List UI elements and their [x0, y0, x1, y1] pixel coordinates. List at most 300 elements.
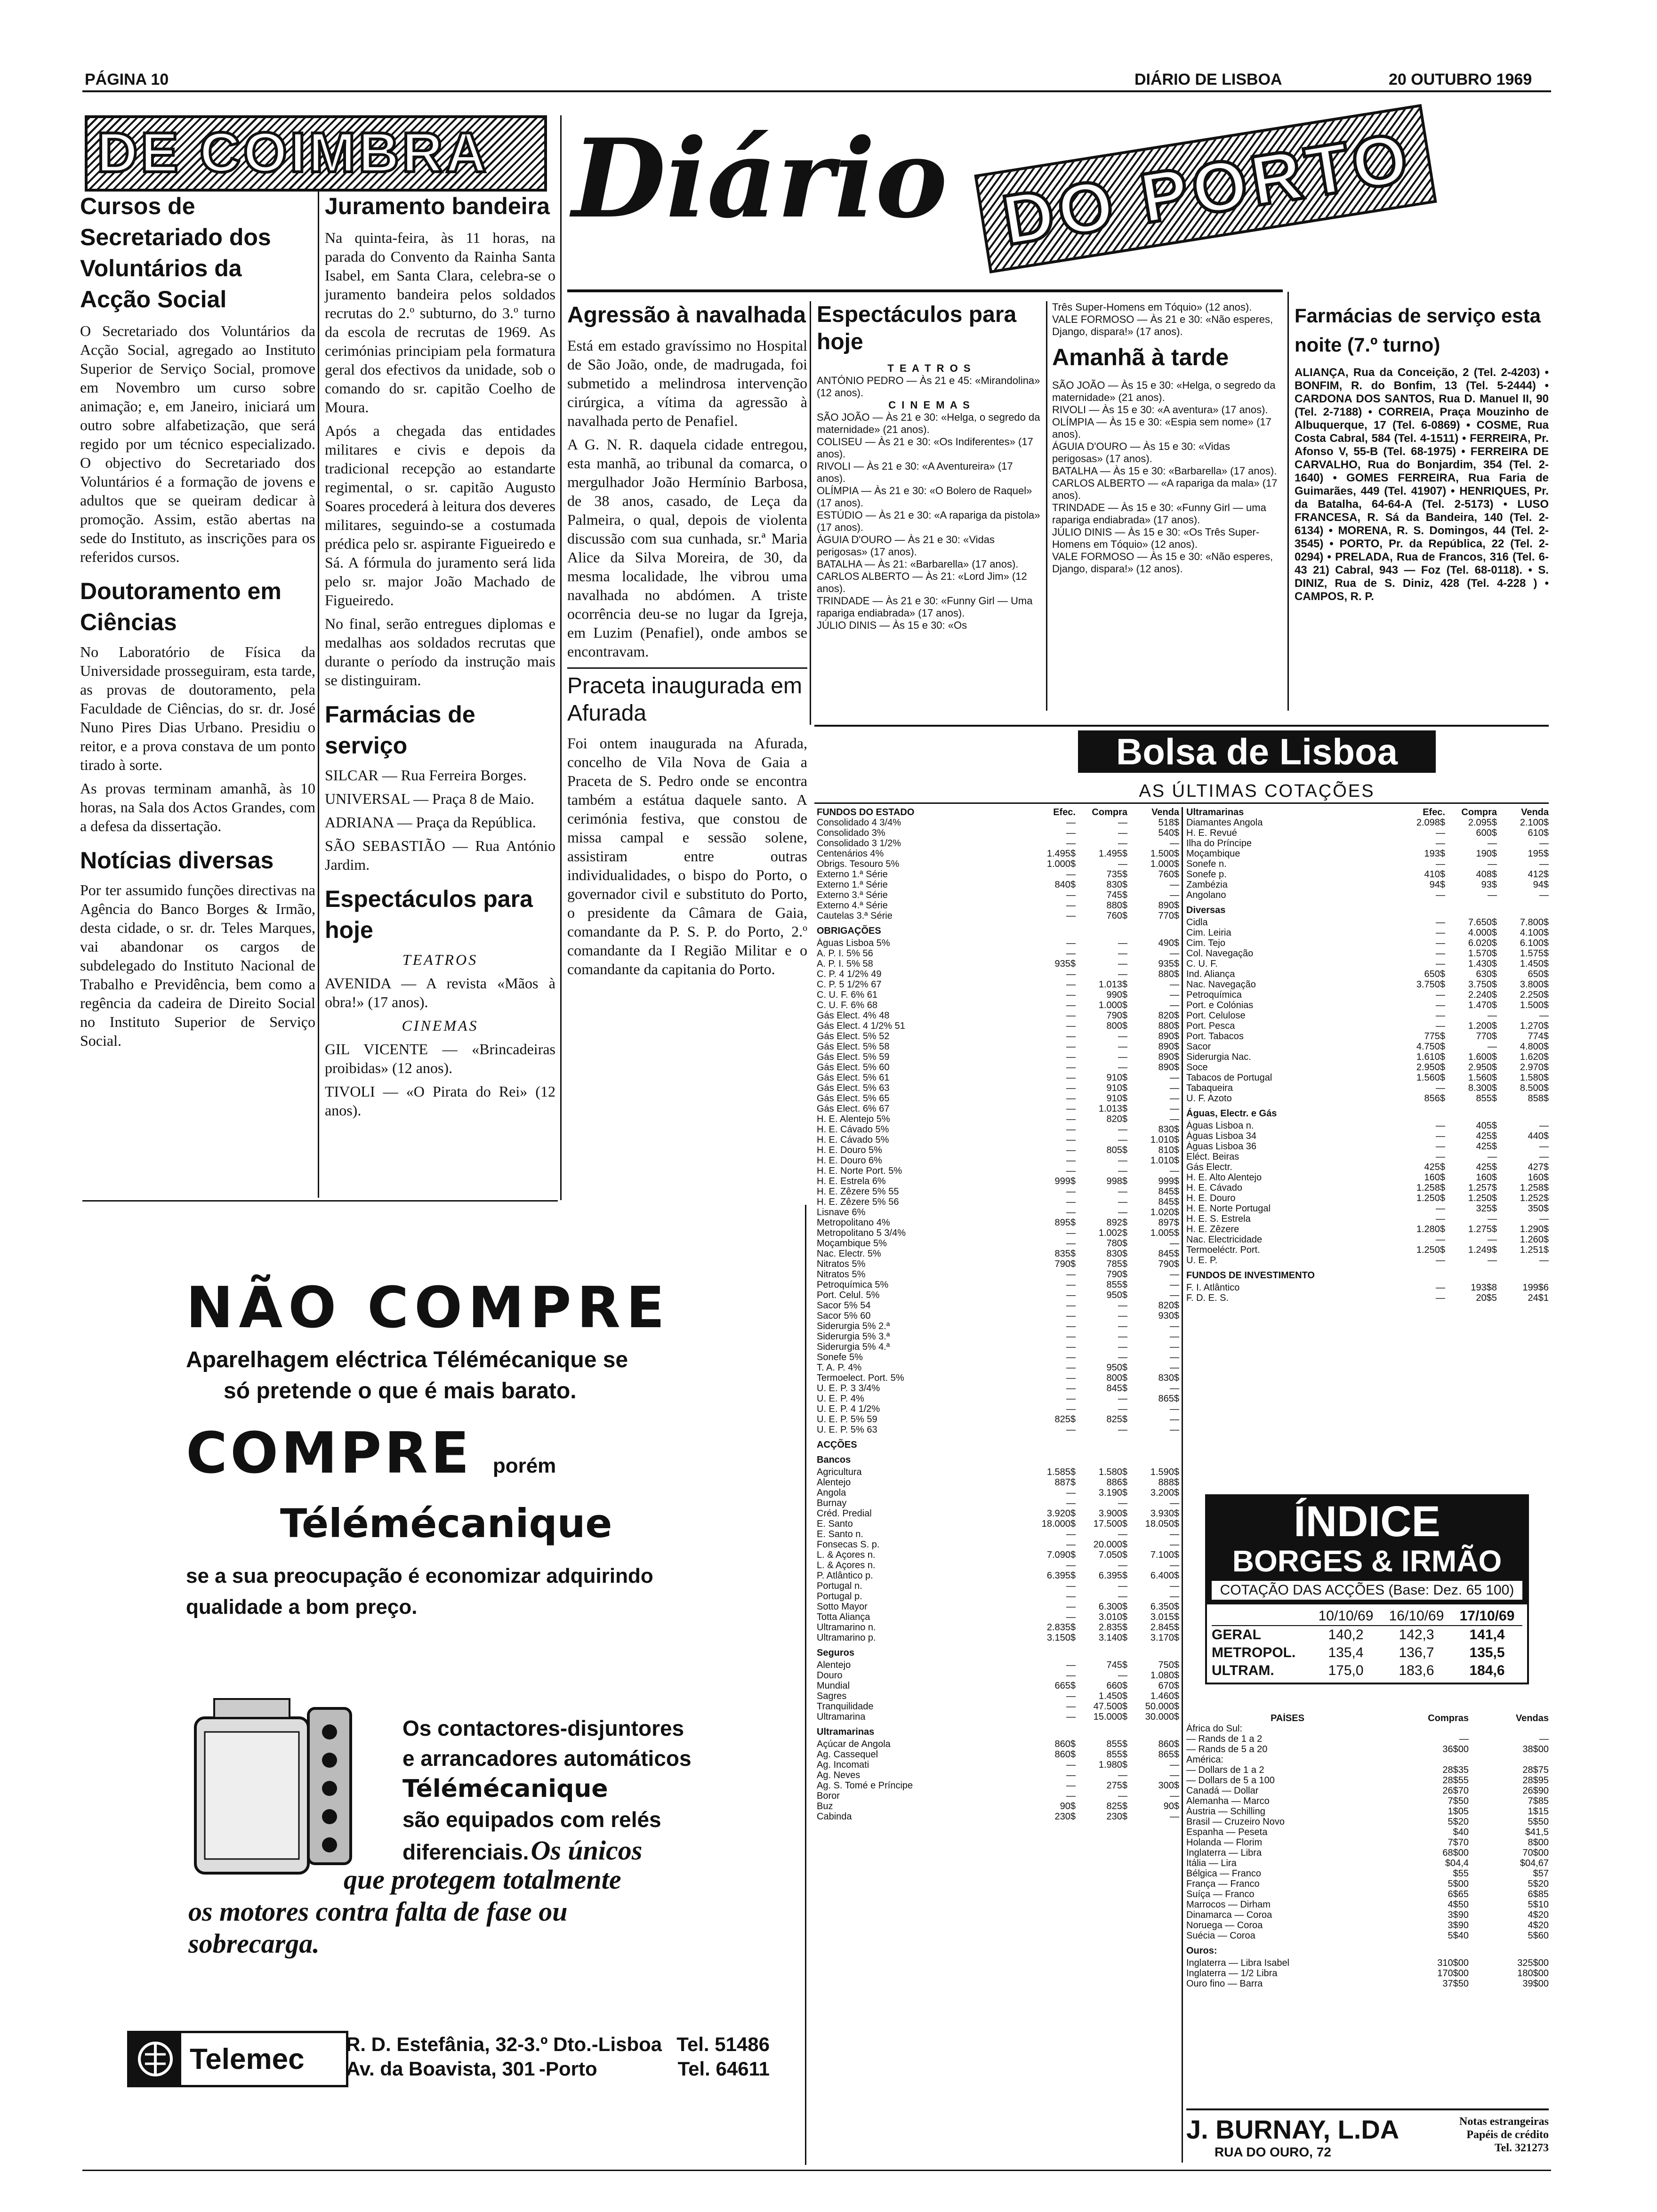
- quote-value: —: [1118, 838, 1127, 849]
- article-title-farmacias: Farmácias de serviço: [325, 701, 475, 759]
- indice-value: 140,2: [1328, 1627, 1364, 1643]
- coimbra-column-1: [80, 191, 315, 1055]
- rate-value: 5$00: [1448, 1879, 1469, 1889]
- security-name: C. P. 4 1/2% 49: [817, 969, 882, 979]
- table-row: [817, 1498, 1179, 1508]
- quote-value: 275$: [1106, 1780, 1127, 1791]
- cambios-table: [1186, 1713, 1549, 1989]
- security-name: U. F. Azoto: [1186, 1093, 1232, 1104]
- quote-value: 845$: [1106, 1383, 1127, 1394]
- table-row: [1186, 1172, 1549, 1183]
- security-name: U. E. P.: [1186, 1255, 1218, 1266]
- quote-value: —: [1170, 1425, 1179, 1435]
- quote-value: 880$: [1158, 1021, 1179, 1031]
- quote-value: —: [1488, 838, 1497, 849]
- currency-name: Áustria — Schilling: [1186, 1806, 1265, 1817]
- quote-value: —: [1539, 1141, 1549, 1152]
- quote-value: 160$: [1476, 1172, 1497, 1183]
- burnay-ad: [1186, 2108, 1549, 2160]
- label-teatros: TEATROS: [402, 951, 478, 968]
- farmacias-list: ALIANÇA, Rua da Conceição, 2 (Tel. 2-4203) • BONFIM, R. do Bonfim, 13 (Tel. 5-2444) • CARDONA DOS SANTOS, Rua D. Manuel II, 90 (Tel. 2-7188) • CORREIA, Praça Mouzinho de Albuquerque, 17 (Tel. 6-0869) • COSME, Rua Costa Cabral, 584 (Tel. 4-1511) • FERREIRA, Pr. Afonso V, 55-B (Tel. 68-1975) • FERREIRA DE CARVALHO, Rua do Bonjardim, 354 (Tel. 2-1640) • GOMES FERREIRA, Rua Faria de Guimarães, 449 (Tel. 41907) • HENRIQUES, Pr. da Batalha, 64-64-A (Tel. 2-5173) • LUSO FRANCESA, R. Sá da Bandeira, 140 (Tel. 2-6134) • MORENA, R. S. Domingos, 44 (Tel. 2-3545) • PORTO, Pr. da República, 22 (Tel. 2-0294) • PRELADA, Rua de Francos, 316 (Tel. 6-43 21) Cabral, 943 — Foz (Tel. 68-0118). • S. DINIZ, Rua de S. Diniz, 428 (Tel. 4-228 ) • CAMPOS, R. P.: [1295, 366, 1549, 603]
- tel-lisboa: Tel. 51486: [676, 2033, 770, 2055]
- indice-band: COTAÇÃO DAS ACÇÕES (Base: Dez. 65 100): [1212, 1581, 1522, 1600]
- quote-value: —: [1118, 1031, 1127, 1042]
- currency-name: Alemanha — Marco: [1186, 1796, 1270, 1806]
- quote-value: —: [1436, 1234, 1445, 1245]
- issue-date: 20 OUTUBRO 1969: [1389, 71, 1532, 88]
- rate-value: 1$15: [1528, 1806, 1549, 1817]
- quote-value: 2.835$: [1098, 1622, 1127, 1633]
- security-name: Siderurgia 5% 3.ª: [817, 1331, 890, 1342]
- table-row: [817, 969, 1179, 979]
- quote-value: —: [1066, 911, 1076, 921]
- cinema-item: TIVOLI — «O Pirata do Rei» (12 anos).: [325, 1083, 555, 1119]
- rate-value: 7$50: [1448, 1796, 1469, 1806]
- quote-value: —: [1118, 1197, 1127, 1207]
- security-name: Siderurgia 5% 2.ª: [817, 1321, 890, 1331]
- quote-value: —: [1066, 1228, 1076, 1238]
- security-name: Externo 1.ª Série: [817, 869, 888, 880]
- quote-value: —: [1436, 1083, 1445, 1093]
- table-row: [1186, 880, 1549, 890]
- security-name: H. E. Cávado 5%: [817, 1124, 889, 1135]
- teatro-item: ANTÓNIO PEDRO — Às 21 e 45: «Mirandolina» (12 anos).: [817, 375, 1040, 399]
- bolsa-table-right: [1186, 807, 1549, 1303]
- quote-value: —: [1118, 817, 1127, 828]
- table-row: [817, 1701, 1179, 1712]
- quote-value: 950$: [1106, 1362, 1127, 1373]
- quote-value: —: [1539, 1010, 1549, 1021]
- article-title-amanha: Amanhã à tarde: [1052, 344, 1229, 370]
- security-name: Port. Pesca: [1186, 1021, 1235, 1031]
- col-head: Efec.: [1053, 807, 1076, 817]
- quote-value: 4.000$: [1468, 928, 1497, 938]
- security-name: Soce: [1186, 1062, 1208, 1073]
- security-name: Gás Elect. 5% 63: [817, 1083, 890, 1093]
- security-name: Ilha do Príncipe: [1186, 838, 1252, 849]
- rate-value: 6$85: [1528, 1889, 1549, 1899]
- quote-value: —: [1066, 1373, 1076, 1383]
- quote-value: —: [1436, 890, 1445, 900]
- col-head: Ultramarinas: [1186, 807, 1244, 817]
- quote-value: 1.020$: [1150, 1207, 1179, 1218]
- quote-value: 1.980$: [1098, 1760, 1127, 1770]
- coimbra-section-banner: [85, 115, 547, 192]
- table-row: [1186, 1786, 1549, 1796]
- ad-line: os motores contra falta de fase ou: [188, 1896, 568, 1927]
- quote-value: —: [1170, 1269, 1179, 1280]
- quote-value: —: [1066, 1155, 1076, 1166]
- masthead-rule: [567, 289, 1283, 292]
- rate-value: $04,67: [1520, 1858, 1549, 1868]
- security-name: Sonefe 5%: [817, 1352, 863, 1362]
- quote-value: 790$: [1106, 1010, 1127, 1021]
- quote-value: 998$: [1106, 1176, 1127, 1186]
- indice-row-label: GERAL: [1212, 1627, 1261, 1643]
- quote-value: —: [1118, 859, 1127, 869]
- table-row: [817, 1280, 1179, 1290]
- table-row: [1186, 1031, 1549, 1042]
- quote-value: —: [1488, 1042, 1497, 1052]
- cinema-item: RIVOLI — Às 15 e 30: «A aventura» (17 anos).: [1052, 404, 1268, 416]
- security-name: Alentejo: [817, 1660, 851, 1670]
- security-name: Boror: [817, 1791, 840, 1801]
- rate-value: 5$20: [1448, 1817, 1469, 1827]
- table-row: [1186, 938, 1549, 948]
- quote-value: 790$: [1106, 1269, 1127, 1280]
- quote-value: —: [1066, 1321, 1076, 1331]
- security-name: Nitratos 5%: [817, 1259, 866, 1269]
- quote-value: 410$: [1424, 869, 1445, 880]
- quote-value: 780$: [1106, 1238, 1127, 1249]
- security-name: Agricultura: [817, 1467, 862, 1477]
- table-row: [817, 959, 1179, 969]
- security-name: Gás Elect. 5% 52: [817, 1031, 890, 1042]
- indice-value: 142,3: [1399, 1627, 1434, 1643]
- rate-value: 8$00: [1528, 1837, 1549, 1848]
- group-heading: Águas, Electr. e Gás: [1186, 1108, 1277, 1119]
- table-header-row: [1186, 1713, 1549, 1723]
- quote-value: 7.100$: [1150, 1550, 1179, 1560]
- currency-name: — Dollars de 1 a 2: [1186, 1765, 1264, 1775]
- quote-value: —: [1170, 1073, 1179, 1083]
- currency-name: Dinamarca — Coroa: [1186, 1910, 1272, 1920]
- security-name: Siderurgia 5% 4.ª: [817, 1342, 890, 1352]
- article-title-praceta: Praceta inaugurada em Afurada: [567, 673, 802, 726]
- security-name: Portugal n.: [817, 1581, 862, 1591]
- cinema-item: SÃO JOÃO — Às 15 e 30: «Helga, o segredo da maternidade» (21 anos).: [1052, 379, 1276, 403]
- rate-value: 28$55: [1442, 1775, 1469, 1786]
- security-name: Gás Elect. 4% 48: [817, 1010, 890, 1021]
- quote-value: 190$: [1476, 849, 1497, 859]
- ad-line: só pretende o que é mais barato.: [224, 1378, 577, 1403]
- table-row: [817, 1508, 1179, 1519]
- quote-value: 774$: [1528, 1031, 1549, 1042]
- table-row: [817, 1602, 1179, 1612]
- quote-value: 6.400$: [1150, 1571, 1179, 1581]
- quote-value: 856$: [1424, 1093, 1445, 1104]
- security-name: Siderurgia Nac.: [1186, 1052, 1251, 1062]
- security-name: Obrigs. Tesouro 5%: [817, 859, 900, 869]
- rate-value: 7$85: [1528, 1796, 1549, 1806]
- quote-value: 775$: [1424, 1031, 1445, 1042]
- quote-value: 1.275$: [1468, 1224, 1497, 1234]
- rate-value: 3$90: [1448, 1920, 1469, 1931]
- quote-value: 7.800$: [1520, 917, 1549, 928]
- quote-value: 890$: [1158, 1062, 1179, 1073]
- table-row: [817, 849, 1179, 859]
- quote-value: 4.100$: [1520, 928, 1549, 938]
- quote-value: 3.750$: [1416, 979, 1445, 990]
- quote-value: —: [1488, 1255, 1497, 1266]
- rate-value: 39$00: [1522, 1979, 1549, 1989]
- security-name: Metropolitano 4%: [817, 1218, 890, 1228]
- rate-value: 70$00: [1522, 1848, 1549, 1858]
- quote-value: —: [1170, 1331, 1179, 1342]
- security-name: Petroquímica: [1186, 990, 1242, 1000]
- cinema-item: CARLOS ALBERTO — «A rapariga da mala» (17 anos).: [1052, 477, 1278, 501]
- ad-line: sobrecarga.: [188, 1928, 320, 1959]
- table-row: [817, 1135, 1179, 1145]
- quote-value: —: [1066, 1670, 1076, 1681]
- security-name: Angolano: [1186, 890, 1226, 900]
- rate-value: 4$20: [1528, 1920, 1549, 1931]
- table-row: [817, 1712, 1179, 1722]
- quote-value: 1.495$: [1046, 849, 1076, 859]
- rate-value: [1389, 1723, 1469, 1734]
- table-row: [817, 890, 1179, 900]
- quote-value: —: [1118, 1166, 1127, 1176]
- table-row: [1186, 1141, 1549, 1152]
- quote-value: 860$: [1054, 1749, 1076, 1760]
- ad-line: se a sua preocupação é economizar adquirindo: [186, 1564, 653, 1587]
- quote-value: 630$: [1476, 969, 1497, 979]
- quote-value: 2.100$: [1520, 817, 1549, 828]
- table-row: [817, 1681, 1179, 1691]
- table-row: [1186, 1000, 1549, 1010]
- rate-value: 26$70: [1442, 1786, 1469, 1796]
- quote-value: —: [1170, 1290, 1179, 1300]
- quote-value: —: [1170, 1114, 1179, 1124]
- security-name: Sacor: [1186, 1042, 1211, 1052]
- quote-value: —: [1066, 1083, 1076, 1093]
- table-row: [817, 1031, 1179, 1042]
- security-name: C. U. F. 6% 61: [817, 990, 877, 1000]
- security-name: Gás Elect. 5% 61: [817, 1073, 890, 1083]
- quote-value: 1.575$: [1520, 948, 1549, 959]
- article-title-farmacias-porto: Farmácias de serviço esta noite (7.º turno): [1295, 305, 1541, 356]
- bolsa-title: Bolsa de Lisboa: [1116, 731, 1398, 772]
- article-title-juramento: Juramento bandeira: [325, 193, 550, 219]
- table-row: [1186, 1282, 1549, 1293]
- rate-value: 4$20: [1528, 1910, 1549, 1920]
- quote-value: —: [1170, 890, 1179, 900]
- burnay-name: J. BURNAY, L.DA: [1186, 2115, 1400, 2144]
- group-heading: Ouros:: [1186, 1946, 1217, 1956]
- rate-value: $55: [1453, 1868, 1469, 1879]
- security-name: Gás Elect. 4 1/2% 51: [817, 1021, 905, 1031]
- quote-value: 735$: [1106, 869, 1127, 880]
- quote-value: —: [1066, 1010, 1076, 1021]
- security-name: H. E. Zêzere 5% 55: [817, 1186, 899, 1197]
- currency-name: América:: [1186, 1755, 1223, 1765]
- quote-value: 1.250$: [1416, 1193, 1445, 1203]
- security-name: C. P. 5 1/2% 67: [817, 979, 882, 990]
- quote-value: —: [1066, 979, 1076, 990]
- quote-value: —: [1488, 1234, 1497, 1245]
- security-name: H. E. Douro 6%: [817, 1155, 882, 1166]
- quote-value: 999$: [1054, 1176, 1076, 1186]
- burnay-notas: Notas estrangeiras: [1459, 2116, 1549, 2128]
- quote-value: 8.500$: [1520, 1083, 1549, 1093]
- quote-value: —: [1066, 1791, 1076, 1801]
- security-name: H. E. Zêzere 5% 56: [817, 1197, 899, 1207]
- quote-value: —: [1118, 1342, 1127, 1352]
- quote-value: —: [1118, 938, 1127, 948]
- rate-value: $40: [1453, 1827, 1469, 1837]
- security-name: Mundial: [817, 1681, 850, 1691]
- contactor-illustration: [181, 1690, 360, 1892]
- quote-value: 93$: [1481, 880, 1497, 890]
- table-row: [817, 1660, 1179, 1670]
- rate-value: 4$50: [1448, 1899, 1469, 1910]
- quote-value: 2.098$: [1416, 817, 1445, 828]
- quote-value: 650$: [1424, 969, 1445, 979]
- quote-value: 845$: [1158, 1186, 1179, 1197]
- quote-value: —: [1066, 869, 1076, 880]
- col-head: Vendas: [1515, 1713, 1549, 1723]
- quote-value: —: [1436, 917, 1445, 928]
- table-row: [1186, 1775, 1549, 1786]
- quote-value: 1.270$: [1520, 1021, 1549, 1031]
- quote-value: 425$: [1476, 1141, 1497, 1152]
- article-title-agressao: Agressão à navalhada: [567, 303, 806, 328]
- security-name: P. Atlântico p.: [817, 1571, 873, 1581]
- quote-value: —: [1539, 1152, 1549, 1162]
- quote-value: —: [1066, 990, 1076, 1000]
- quote-value: —: [1170, 1083, 1179, 1093]
- article-body-juramento-2: Após a chegada das entidades militares e civis e depois da tradicional recepção ao estandarte regimental, o sr. capitão Augusto Soares procederá à leitura dos deveres militares, seguindo-se a costumada prédica pelo sr. aspirante Figueiredo e Sá. A fórmula do juramento será lida pelo sr. major João Machado de Figueiredo.: [325, 422, 555, 609]
- table-row: [817, 1352, 1179, 1362]
- rate-value: 310$00: [1437, 1958, 1469, 1968]
- cinema-item: ESTÚDIO — Às 21 e 30: «A rapariga da pistola» (17 anos).: [817, 509, 1040, 533]
- table-row: [817, 1000, 1179, 1010]
- quote-value: —: [1118, 1135, 1127, 1145]
- security-name: Cim. Tejo: [1186, 938, 1225, 948]
- quote-value: —: [1066, 969, 1076, 979]
- col-head: Compras: [1428, 1713, 1469, 1723]
- cinema-item: OLÍMPIA — Às 15 e 30: «Espia sem nome» (17 anos).: [1052, 416, 1271, 440]
- table-row: [817, 1571, 1179, 1581]
- table-row: [1186, 948, 1549, 959]
- quote-value: 490$: [1158, 938, 1179, 948]
- quote-value: —: [1539, 838, 1549, 849]
- currency-name: Bélgica — Franco: [1186, 1868, 1261, 1879]
- cinema-item: VALE FORMOSO — Às 21 e 30: «Não esperes, Django, dispara!» (17 anos).: [1052, 313, 1273, 337]
- security-name: L. & Açores n.: [817, 1560, 876, 1571]
- table-row: [817, 859, 1179, 869]
- quote-value: 3.190$: [1098, 1488, 1127, 1498]
- quote-value: —: [1488, 859, 1497, 869]
- quote-value: —: [1066, 1660, 1076, 1670]
- quote-value: 3.015$: [1150, 1612, 1179, 1622]
- quote-value: 835$: [1054, 1249, 1076, 1259]
- security-name: E. Santo n.: [817, 1529, 863, 1539]
- table-row: [1186, 1042, 1549, 1052]
- col-head: Efec.: [1423, 807, 1445, 817]
- table-row: [1186, 1837, 1549, 1848]
- table-row: [817, 1791, 1179, 1801]
- coimbra-column-2: [325, 191, 555, 1124]
- currency-name: Marrocos — Dirham: [1186, 1899, 1271, 1910]
- quote-value: —: [1066, 1000, 1076, 1010]
- cinema-item: TRINDADE — Às 21 e 30: «Funny Girl — Uma rapariga endiabrada» (17 anos).: [817, 595, 1033, 619]
- security-name: Petroquímica 5%: [817, 1280, 889, 1290]
- quote-value: —: [1488, 1214, 1497, 1224]
- cinema-item: VALE FORMOSO — Às 15 e 30: «Não esperes, Django, dispara!» (12 anos).: [1052, 551, 1273, 575]
- porto-masthead-script: Diário: [572, 115, 948, 242]
- table-row: [817, 1691, 1179, 1701]
- table-row: [817, 817, 1179, 828]
- table-row: [1186, 890, 1549, 900]
- quote-value: —: [1066, 1691, 1076, 1701]
- security-name: Moçambique 5%: [817, 1238, 887, 1249]
- quote-value: 860$: [1158, 1739, 1179, 1749]
- quote-value: —: [1436, 838, 1445, 849]
- security-name: Ag. S. Tomé e Príncipe: [817, 1780, 913, 1791]
- cinema-item: JÚLIO DINIS — Às 15 e 30: «Os: [817, 619, 967, 631]
- quote-value: —: [1118, 969, 1127, 979]
- table-row: [817, 911, 1179, 921]
- rate-value: 180$00: [1517, 1968, 1549, 1979]
- quote-value: 193$8: [1471, 1282, 1497, 1293]
- quote-value: —: [1170, 1000, 1179, 1010]
- table-row: [1186, 1744, 1549, 1755]
- label-cinemas: CINEMAS: [402, 1017, 479, 1034]
- table-row: [817, 1145, 1179, 1155]
- security-name: Nac. Navegação: [1186, 979, 1256, 990]
- currency-name: Ouro fino — Barra: [1186, 1979, 1263, 1989]
- column-rule: [810, 301, 811, 725]
- security-name: Zambézia: [1186, 880, 1228, 890]
- quote-value: —: [1066, 1124, 1076, 1135]
- table-row: [817, 1550, 1179, 1560]
- table-row: [817, 1062, 1179, 1073]
- rate-value: $04,4: [1445, 1858, 1469, 1868]
- table-row: [1186, 1958, 1549, 1968]
- table-row: [1186, 1858, 1549, 1868]
- table-row: [1186, 1848, 1549, 1858]
- article-body-doutoramento-1: No Laboratório de Física da Universidade prosseguiram, esta tarde, as provas de doutoramento, pela Faculdade de Ciências, do sr. dr. José Nuno Pires Dias Urbano. Presidiu o reitor, e a prova constava de um ponto tirado à sorte.: [80, 643, 315, 773]
- table-row: [817, 1073, 1179, 1083]
- quote-value: —: [1066, 1498, 1076, 1508]
- porto-espectaculos: [817, 301, 1043, 632]
- quote-value: 3.800$: [1520, 979, 1549, 990]
- quote-value: —: [1118, 1560, 1127, 1571]
- quote-value: 18.050$: [1145, 1519, 1179, 1529]
- bottom-rule: [82, 2170, 1551, 2171]
- rate-value: 6$65: [1448, 1889, 1469, 1899]
- quote-value: —: [1539, 1121, 1549, 1131]
- quote-value: 425$: [1476, 1131, 1497, 1141]
- quote-value: —: [1436, 1141, 1445, 1152]
- quote-value: 890$: [1158, 1052, 1179, 1062]
- cinema-item: GIL VICENTE — «Brincadeiras proibidas» (12 anos).: [325, 1041, 555, 1076]
- quote-value: 830$: [1158, 1124, 1179, 1135]
- quote-value: 760$: [1158, 869, 1179, 880]
- article-body-juramento-1: Na quinta-feira, às 11 horas, na parada do Convento da Rainha Santa Isabel, em Santa Clara, celebra-se o juramento bandeira pelos soldados recrutas do 2.º subturno, do 3.º turno da escola de recrutas de 1969. As cerimónias principiam pela formatura geral dos efectivos da unidade, sob o comando do sr. capitão Coelho de Moura.: [325, 229, 555, 416]
- table-row: [817, 1228, 1179, 1238]
- quote-value: —: [1436, 959, 1445, 969]
- quote-value: 1.249$: [1468, 1245, 1497, 1255]
- quote-value: 8.300$: [1468, 1083, 1497, 1093]
- group-heading: Bancos: [817, 1455, 851, 1465]
- table-row: [1186, 869, 1549, 880]
- quote-value: —: [1066, 1331, 1076, 1342]
- article-body-praceta: Foi ontem inaugurada na Afurada, concelho de Vila Nova de Gaia a Praceta de S. Pedro onde se encontra também a estátua daquele santo. A cerimónia festiva, que constou de missa campal e sessão solene, assistiram entre outras individualidades, o bispo do Porto, o governador civil e substituto do Porto, o presidente da Câmara de Gaia, comandante da P. S. P. do Porto, 2.º comandante da I Região Militar e o comandante da capitania do Porto.: [567, 735, 807, 978]
- table-row: [1186, 1183, 1549, 1193]
- table-row: [1186, 1765, 1549, 1775]
- security-name: Port. Tabacos: [1186, 1031, 1244, 1042]
- quote-value: 650$: [1528, 969, 1549, 979]
- quote-value: 2.835$: [1046, 1622, 1076, 1633]
- quote-value: 1.080$: [1150, 1670, 1179, 1681]
- quote-value: 950$: [1106, 1290, 1127, 1300]
- indice-row-label: METROPOL.: [1212, 1645, 1296, 1660]
- quote-value: —: [1118, 959, 1127, 969]
- quote-value: 2.240$: [1468, 990, 1497, 1000]
- table-row: [1186, 1734, 1549, 1744]
